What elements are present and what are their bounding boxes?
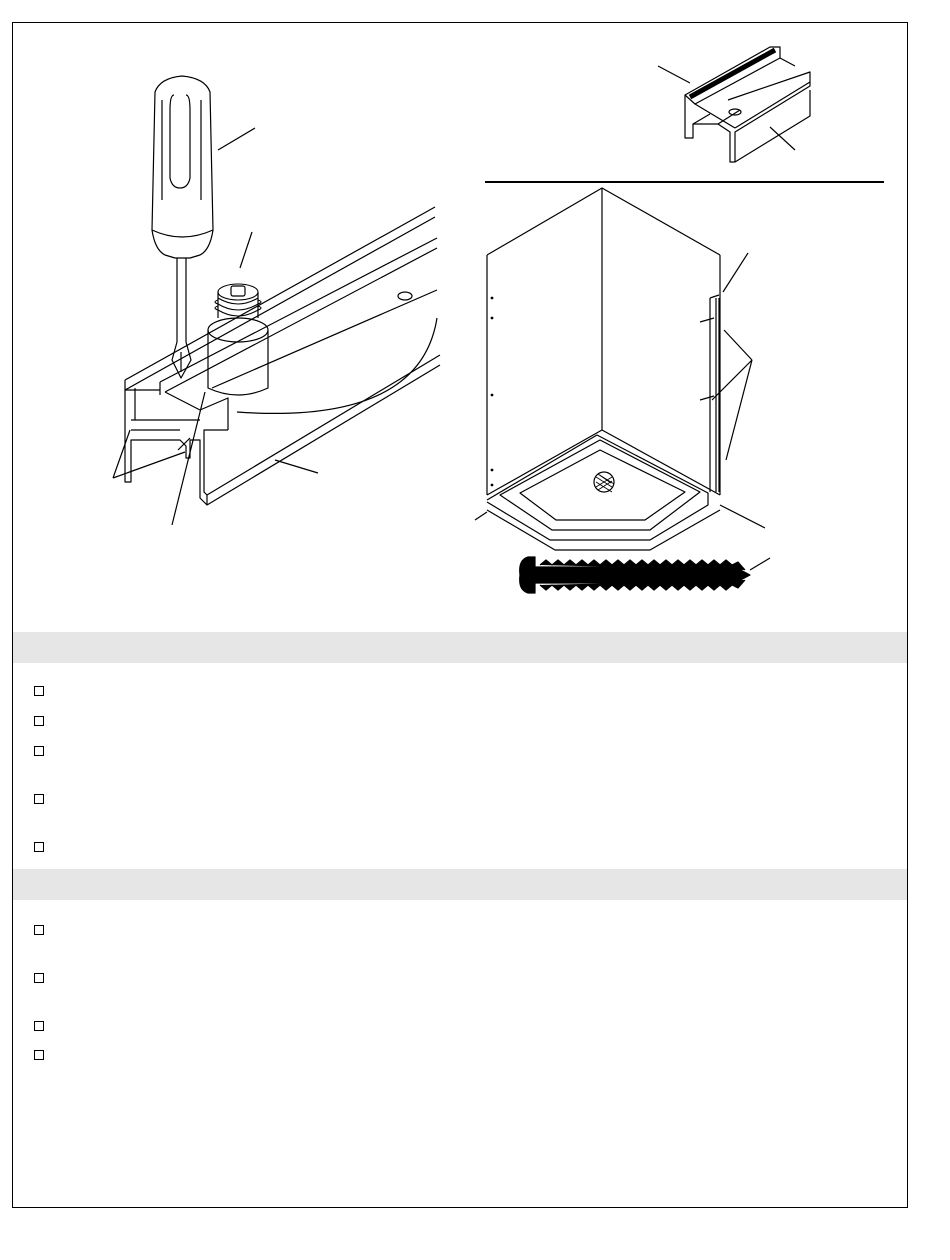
checkbox[interactable]	[34, 716, 44, 726]
checkbox[interactable]	[34, 1050, 44, 1060]
step-2-4	[34, 1050, 48, 1064]
checkbox[interactable]	[34, 686, 44, 696]
checkbox[interactable]	[34, 794, 44, 804]
checkbox[interactable]	[34, 1021, 44, 1031]
screw-illustration	[520, 557, 770, 593]
step-2-2	[34, 973, 48, 987]
step-1-4	[34, 794, 48, 808]
checkbox[interactable]	[34, 925, 44, 935]
rail-illustration	[113, 76, 440, 525]
step-2-1	[34, 925, 48, 939]
section-header-1	[13, 632, 907, 663]
section-header-2	[13, 869, 907, 900]
step-1-1	[34, 686, 48, 700]
step-2-3	[34, 1021, 48, 1035]
gasket-rail-illustration	[658, 47, 810, 162]
shower-corner-illustration	[475, 188, 765, 550]
checkbox[interactable]	[34, 973, 44, 983]
checkbox[interactable]	[34, 842, 44, 852]
step-1-3	[34, 746, 48, 760]
step-1-2	[34, 716, 48, 730]
checkbox[interactable]	[34, 746, 44, 756]
step-1-5	[34, 842, 48, 856]
